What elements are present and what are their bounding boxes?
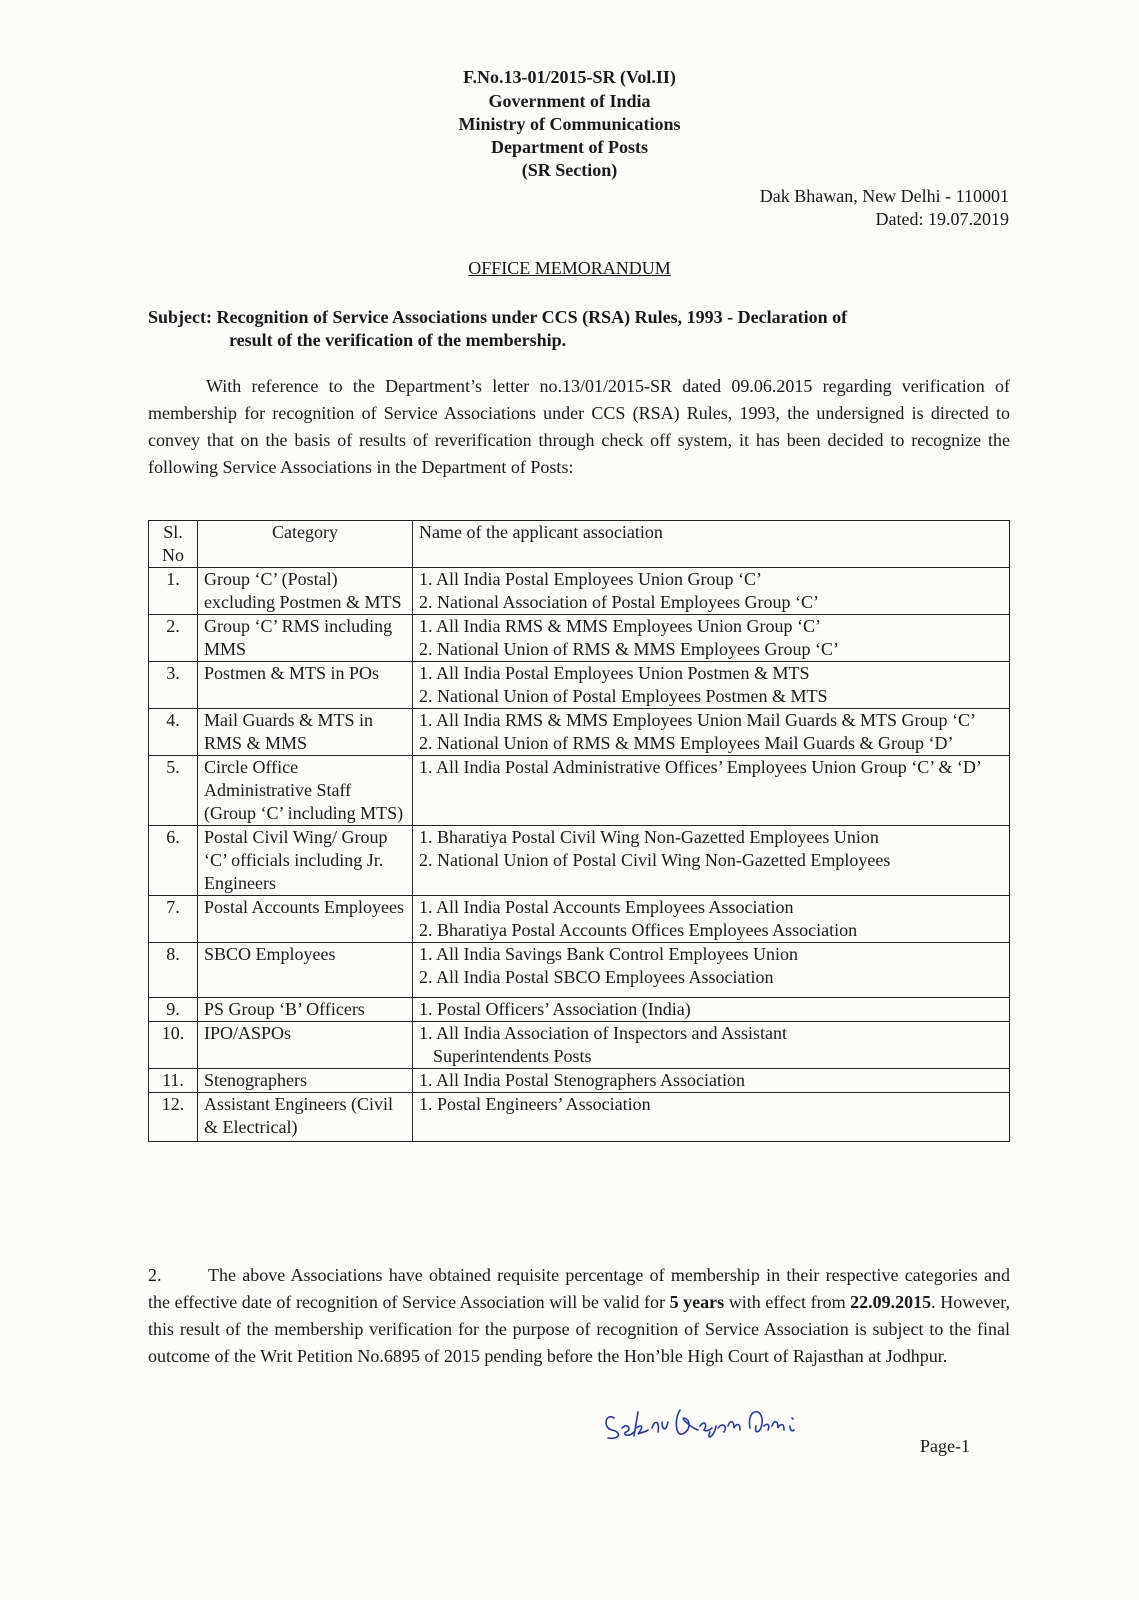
row-category: Mail Guards & MTS in RMS & MMS — [198, 709, 413, 756]
subject-line-1: Subject: Recognition of Service Associations under CCS (RSA) Rules, 1993 - Declaration of — [148, 307, 848, 327]
table-row — [149, 615, 1010, 662]
row-sl-no: 10. — [149, 1022, 198, 1069]
row-associations — [413, 615, 1010, 662]
signature — [600, 1398, 810, 1446]
table-row — [149, 1069, 1010, 1093]
table-row — [149, 756, 1010, 826]
association-1: 1. Bharatiya Postal Civil Wing Non-Gazetted Employees Union — [419, 827, 879, 847]
department-line: Department of Posts — [491, 137, 648, 157]
office-address: Dak Bhawan, New Delhi - 110001 — [759, 186, 1009, 206]
section-line: (SR Section) — [521, 160, 618, 180]
association-2: 2. National Union of Postal Civil Wing Non-Gazetted Employees — [419, 850, 891, 870]
row-category: Stenographers — [198, 1069, 413, 1093]
row-sl-no: 8. — [149, 943, 198, 998]
intro-paragraph: With reference to the Department’s letter no.13/01/2015-SR dated 09.06.2015 regarding verification of membership for recognition of Service Associations under CCS (RSA) Rules, 1993, the undersigned is directed to convey that on the basis of results of reverification through check off system, it has been decided to recognize the following Service Associations in the Department of Posts: — [148, 376, 1010, 477]
row-associations — [413, 1069, 1010, 1093]
association-2: 2. National Union of Postal Employees Postmen & MTS — [419, 686, 828, 706]
association-2: 2. National Union of RMS & MMS Employees Mail Guards & Group ‘D’ — [419, 733, 954, 753]
row-sl-no: 12. — [149, 1093, 198, 1142]
association-2: 2. Bharatiya Postal Accounts Offices Employees Association — [419, 920, 858, 940]
row-sl-no: 9. — [149, 998, 198, 1022]
row-category: PS Group ‘B’ Officers — [198, 998, 413, 1022]
government-line: Government of India — [488, 91, 651, 111]
memo-title: OFFICE MEMORANDUM — [468, 258, 671, 278]
table-row — [149, 1022, 1010, 1069]
association-1: 1. All India Association of Inspectors and Assistant — [419, 1023, 787, 1043]
row-category: SBCO Employees — [198, 943, 413, 998]
paragraph-number: 2. — [148, 1265, 162, 1285]
table-row — [149, 998, 1010, 1022]
association-1: 1. All India Postal Stenographers Association — [419, 1070, 745, 1090]
subject-line-2: result of the verification of the membership. — [229, 330, 567, 350]
row-sl-no: 6. — [149, 826, 198, 896]
association-1: 1. All India Savings Bank Control Employees Union — [419, 944, 798, 964]
association-1: 1. All India Postal Accounts Employees Association — [419, 897, 794, 917]
table-row — [149, 943, 1010, 998]
row-category: Postal Accounts Employees — [198, 896, 413, 943]
row-associations — [413, 826, 1010, 896]
header-category: Category — [198, 521, 413, 568]
row-category: Assistant Engineers (Civil & Electrical) — [198, 1093, 413, 1142]
table-row — [149, 896, 1010, 943]
association-2: 2. National Association of Postal Employees Group ‘C’ — [419, 592, 819, 612]
row-associations — [413, 756, 1010, 826]
validity-years: 5 years — [669, 1292, 725, 1312]
paragraph-2 — [148, 1262, 1010, 1370]
association-2: 2. National Union of RMS & MMS Employees Group ‘C’ — [419, 639, 839, 659]
ministry-line: Ministry of Communications — [458, 114, 681, 134]
row-category: Circle Office Administrative Staff (Group ‘C’ including MTS) — [198, 756, 413, 826]
row-sl-no: 2. — [149, 615, 198, 662]
row-category: IPO/ASPOs — [198, 1022, 413, 1069]
table-row — [149, 826, 1010, 896]
row-category: Postmen & MTS in POs — [198, 662, 413, 709]
row-sl-no: 7. — [149, 896, 198, 943]
row-associations — [413, 709, 1010, 756]
association-1: 1. All India Postal Employees Union Group ‘C’ — [419, 569, 762, 589]
header-association: Name of the applicant association — [413, 521, 1010, 568]
effective-date: 22.09.2015 — [850, 1292, 932, 1312]
header-sl-no: Sl. No — [149, 521, 198, 568]
row-sl-no: 4. — [149, 709, 198, 756]
table-header-row — [149, 521, 1010, 568]
table-row — [149, 662, 1010, 709]
row-associations — [413, 568, 1010, 615]
paragraph-2-text-1: The above Associations have obtained requisite percentage of membership in their respective categories and the effective date of recognition of Service Association will be valid for — [148, 1265, 1010, 1312]
row-associations — [413, 896, 1010, 943]
association-1: 1. All India RMS & MMS Employees Union Mail Guards & MTS Group ‘C’ — [419, 710, 976, 730]
row-category: Postal Civil Wing/ Group ‘C’ officials including Jr. Engineers — [198, 826, 413, 896]
subject — [148, 306, 1010, 352]
memo-date: Dated: 19.07.2019 — [875, 209, 1009, 229]
row-associations — [413, 662, 1010, 709]
association-1: 1. Postal Engineers’ Association — [419, 1094, 651, 1114]
row-sl-no: 3. — [149, 662, 198, 709]
paragraph-2-text-3: . However, this result of the membership verification for the purpose of recognition of Service Association is subject to the final outcome of the Writ Petition No.6895 of 2015 pending before the Hon’ble High Court of Rajasthan at Jodhpur. — [148, 1292, 1011, 1366]
table-row — [149, 1093, 1010, 1142]
row-associations — [413, 1022, 1010, 1069]
row-sl-no: 11. — [149, 1069, 198, 1093]
row-category: Group ‘C’ (Postal) excluding Postmen & MTS — [198, 568, 413, 615]
association-1: 1. Postal Officers’ Association (India) — [419, 999, 691, 1019]
row-category: Group ‘C’ RMS including MMS — [198, 615, 413, 662]
row-associations — [413, 998, 1010, 1022]
row-associations — [413, 1093, 1010, 1142]
associations-table — [148, 520, 1010, 1142]
table-row — [149, 568, 1010, 615]
association-1: 1. All India Postal Employees Union Postmen & MTS — [419, 663, 810, 683]
page-number: Page-1 — [920, 1436, 970, 1456]
association-1-continued: Superintendents Posts — [433, 1046, 592, 1066]
association-1: 1. All India Postal Administrative Offices’ Employees Union Group ‘C’ & ‘D’ — [419, 757, 982, 777]
table-row — [149, 709, 1010, 756]
row-associations — [413, 943, 1010, 998]
association-1: 1. All India RMS & MMS Employees Union Group ‘C’ — [419, 616, 822, 636]
row-sl-no: 5. — [149, 756, 198, 826]
row-sl-no: 1. — [149, 568, 198, 615]
paragraph-2-text-2: with effect from — [728, 1292, 846, 1312]
association-2: 2. All India Postal SBCO Employees Association — [419, 967, 774, 987]
file-number: F.No.13-01/2015-SR (Vol.II) — [463, 67, 676, 87]
